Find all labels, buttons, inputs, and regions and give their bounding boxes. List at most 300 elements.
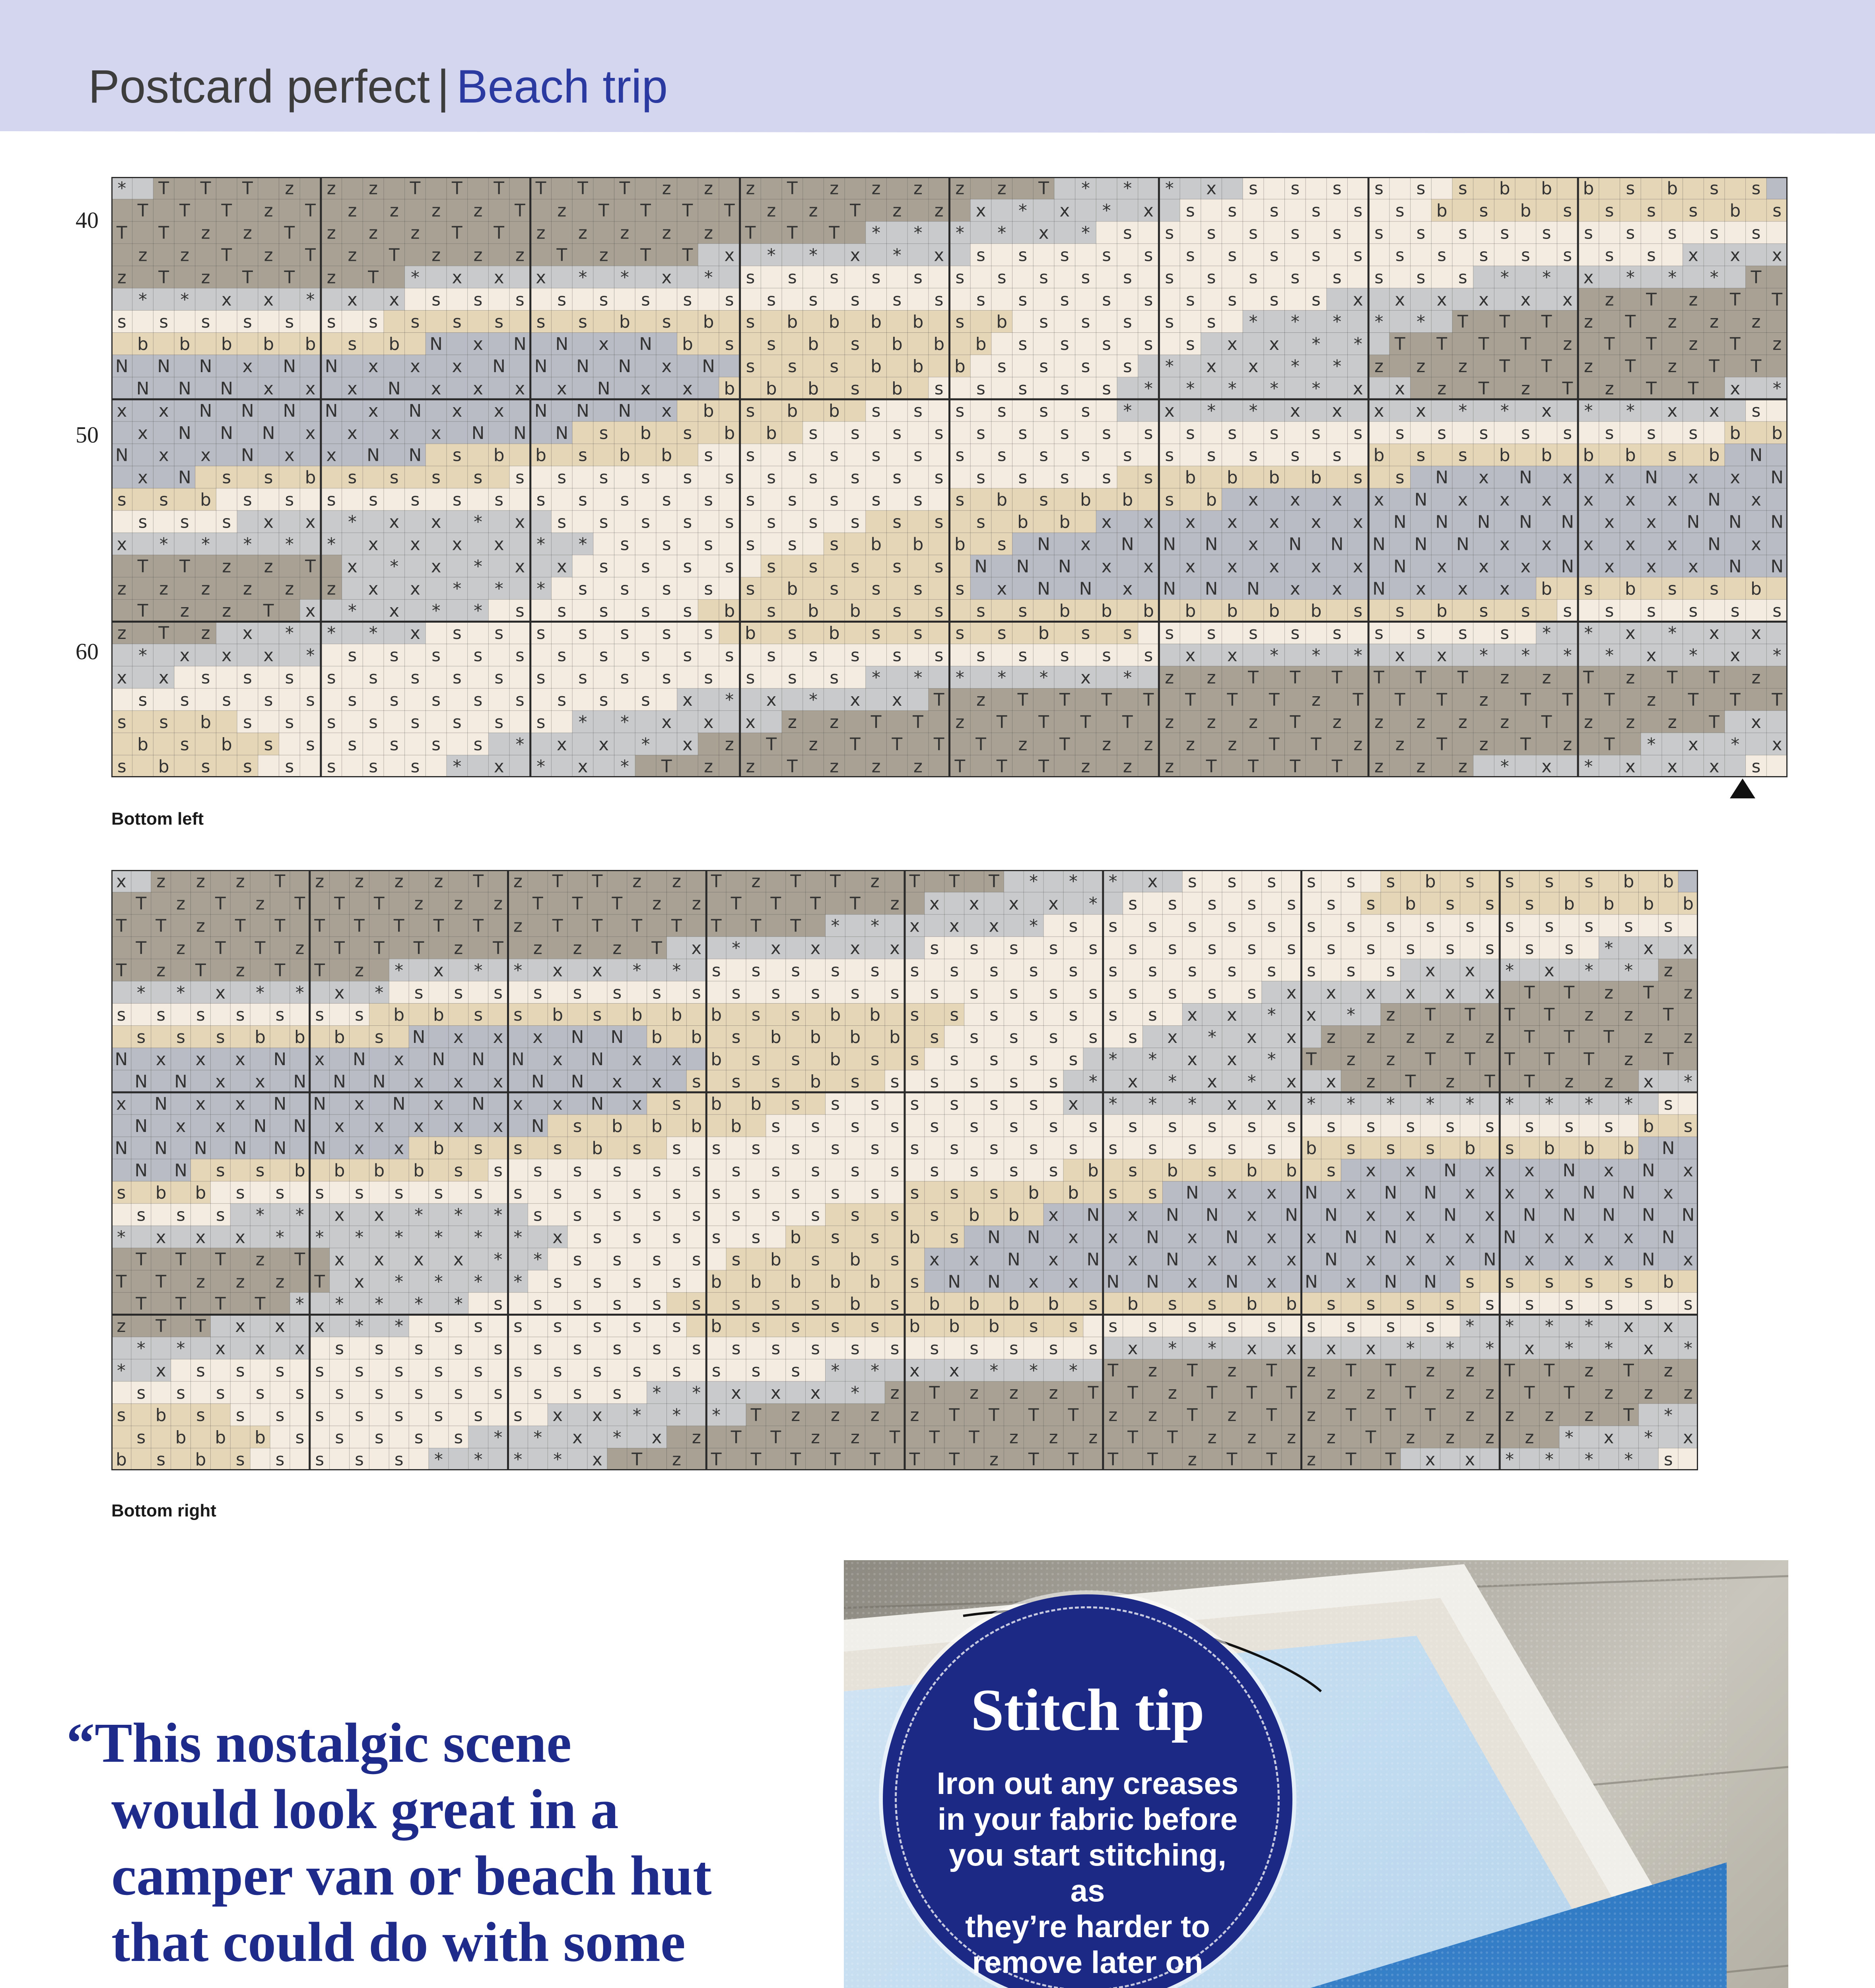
svg-text:s: s [473, 290, 483, 310]
svg-text:s: s [243, 668, 252, 688]
svg-text:*: * [672, 961, 681, 981]
svg-text:*: * [1081, 223, 1090, 243]
svg-text:*: * [955, 223, 964, 243]
svg-text:s: s [1018, 245, 1028, 266]
svg-text:*: * [870, 916, 880, 936]
svg-text:s: s [767, 290, 776, 310]
svg-text:x: x [1187, 1005, 1198, 1025]
svg-text:N: N [134, 1116, 148, 1136]
svg-text:s: s [1049, 983, 1058, 1003]
svg-text:x: x [305, 423, 316, 443]
svg-text:s: s [950, 1005, 959, 1025]
svg-text:*: * [180, 290, 189, 310]
svg-text:s: s [890, 1116, 900, 1136]
svg-text:N: N [253, 1116, 267, 1136]
svg-text:s: s [374, 1027, 384, 1048]
svg-text:s: s [641, 512, 650, 532]
svg-text:s: s [1395, 201, 1405, 221]
svg-text:s: s [970, 1072, 979, 1092]
svg-text:x: x [556, 379, 567, 399]
svg-text:N: N [1205, 534, 1218, 555]
svg-text:T: T [305, 201, 316, 221]
svg-text:x: x [1544, 961, 1554, 981]
svg-text:z: z [787, 712, 797, 732]
svg-text:s: s [934, 379, 944, 399]
svg-text:s: s [1168, 938, 1177, 959]
svg-text:z: z [997, 179, 1006, 199]
svg-text:z: z [871, 179, 881, 199]
svg-text:N: N [1456, 534, 1469, 555]
svg-text:x: x [389, 290, 400, 310]
svg-text:z: z [1458, 712, 1467, 732]
svg-text:z: z [599, 245, 608, 266]
svg-text:s: s [997, 445, 1006, 466]
svg-text:*: * [620, 757, 629, 777]
svg-text:N: N [610, 1027, 624, 1048]
svg-text:s: s [1207, 445, 1216, 466]
svg-text:s: s [1168, 983, 1177, 1003]
svg-text:z: z [117, 579, 126, 599]
svg-text:T: T [274, 916, 286, 936]
svg-text:b: b [711, 1050, 722, 1070]
svg-text:T: T [137, 601, 148, 621]
svg-text:T: T [158, 223, 169, 243]
svg-text:*: * [1228, 379, 1237, 399]
svg-text:b: b [828, 623, 840, 644]
svg-text:s: s [452, 445, 462, 466]
svg-text:x: x [452, 534, 462, 555]
svg-text:T: T [661, 757, 672, 777]
svg-text:*: * [1347, 1005, 1356, 1025]
svg-text:*: * [1710, 268, 1719, 288]
svg-text:s: s [830, 445, 839, 466]
svg-text:s: s [1564, 938, 1574, 959]
svg-text:b: b [787, 401, 798, 421]
svg-text:N: N [513, 334, 527, 355]
svg-text:x: x [724, 245, 735, 266]
svg-text:s: s [1102, 334, 1111, 355]
svg-text:T: T [294, 894, 305, 914]
svg-text:*: * [1416, 312, 1425, 332]
svg-text:T: T [1499, 312, 1510, 332]
svg-text:z: z [295, 938, 305, 959]
svg-text:T: T [619, 179, 630, 199]
svg-text:s: s [870, 1050, 880, 1070]
svg-text:s: s [1168, 894, 1177, 914]
svg-text:T: T [790, 872, 801, 892]
svg-text:b: b [1080, 490, 1091, 510]
svg-text:s: s [1663, 916, 1673, 936]
svg-text:*: * [394, 961, 404, 981]
svg-text:*: * [1165, 357, 1174, 377]
svg-text:*: * [348, 512, 357, 532]
svg-text:b: b [996, 490, 1008, 510]
svg-text:z: z [431, 201, 441, 221]
svg-text:x: x [1625, 534, 1636, 555]
svg-text:s: s [1148, 961, 1157, 981]
svg-text:z: z [1165, 757, 1174, 777]
svg-text:N: N [136, 379, 150, 399]
svg-text:N: N [313, 1094, 326, 1114]
svg-text:s: s [326, 312, 336, 332]
quote-line: that could do with some [111, 1910, 686, 1973]
svg-text:s: s [787, 357, 797, 377]
svg-text:T: T [671, 916, 682, 936]
svg-text:s: s [1564, 1116, 1574, 1136]
svg-text:T: T [810, 894, 821, 914]
svg-text:s: s [851, 423, 860, 443]
svg-text:s: s [672, 1094, 681, 1114]
section-title-sub: Beach trip [456, 60, 668, 113]
svg-text:z: z [704, 223, 713, 243]
svg-text:s: s [1772, 201, 1782, 221]
svg-text:b: b [770, 1027, 781, 1048]
svg-text:x: x [513, 1094, 523, 1114]
svg-text:s: s [771, 983, 781, 1003]
svg-text:s: s [850, 983, 860, 1003]
svg-text:*: * [1208, 1027, 1216, 1048]
svg-text:T: T [1709, 668, 1720, 688]
svg-text:x: x [532, 1027, 543, 1048]
svg-text:s: s [955, 401, 965, 421]
svg-text:x: x [394, 1050, 404, 1070]
svg-text:z: z [830, 712, 839, 732]
svg-text:s: s [1688, 423, 1698, 443]
svg-text:b: b [1667, 179, 1678, 199]
svg-text:s: s [1332, 623, 1342, 644]
svg-text:s: s [811, 1116, 820, 1136]
svg-text:s: s [1751, 223, 1761, 243]
svg-text:T: T [1643, 983, 1654, 1003]
svg-text:s: s [414, 983, 424, 1003]
svg-text:x: x [347, 423, 358, 443]
svg-text:b: b [975, 334, 987, 355]
svg-text:N: N [115, 1050, 128, 1070]
svg-text:x: x [770, 938, 781, 959]
svg-text:b: b [870, 357, 882, 377]
svg-text:*: * [453, 757, 462, 777]
svg-text:s: s [578, 445, 587, 466]
svg-text:z: z [315, 872, 324, 892]
svg-text:z: z [1144, 734, 1153, 755]
svg-text:s: s [1525, 894, 1534, 914]
svg-text:x: x [334, 1116, 345, 1136]
svg-text:T: T [850, 734, 861, 755]
svg-text:x: x [347, 290, 358, 310]
svg-text:x: x [661, 712, 672, 732]
svg-text:T: T [284, 268, 295, 288]
svg-text:*: * [1186, 379, 1195, 399]
svg-text:x: x [394, 1138, 404, 1159]
svg-text:x: x [1353, 557, 1363, 577]
svg-text:T: T [1017, 690, 1028, 710]
svg-text:x: x [368, 357, 379, 377]
svg-text:s: s [970, 938, 979, 959]
svg-text:s: s [725, 468, 734, 488]
svg-text:*: * [474, 601, 482, 621]
svg-text:b: b [433, 1138, 444, 1159]
svg-text:s: s [557, 468, 567, 488]
svg-text:s: s [454, 1161, 463, 1181]
svg-text:T: T [1436, 734, 1447, 755]
svg-text:x: x [410, 534, 420, 555]
svg-text:x: x [389, 512, 400, 532]
svg-text:T: T [1101, 690, 1112, 710]
svg-text:s: s [1081, 357, 1090, 377]
svg-text:N: N [1121, 534, 1134, 555]
svg-text:N: N [576, 401, 589, 421]
svg-text:z: z [692, 894, 701, 914]
svg-text:x: x [1499, 579, 1510, 599]
svg-text:s: s [830, 534, 839, 555]
svg-text:s: s [136, 1027, 146, 1048]
svg-text:s: s [1123, 445, 1132, 466]
svg-text:x: x [263, 379, 274, 399]
svg-text:s: s [452, 668, 462, 688]
svg-text:b: b [787, 312, 798, 332]
quote-line [111, 1975, 813, 1988]
svg-text:x: x [494, 401, 504, 421]
svg-text:s: s [1102, 379, 1111, 399]
svg-text:s: s [913, 401, 923, 421]
svg-text:z: z [913, 757, 923, 777]
svg-text:z: z [1564, 1072, 1574, 1092]
svg-text:s: s [117, 1005, 126, 1025]
svg-text:N: N [199, 357, 212, 377]
svg-text:s: s [1009, 1027, 1018, 1048]
svg-text:T: T [1499, 357, 1510, 377]
svg-text:T: T [640, 245, 651, 266]
svg-text:s: s [725, 512, 734, 532]
svg-text:x: x [1751, 534, 1761, 555]
quote-line: would look great in a [111, 1778, 619, 1840]
svg-text:T: T [1374, 668, 1384, 688]
svg-text:x: x [284, 445, 295, 466]
svg-text:s: s [1249, 445, 1258, 466]
svg-text:*: * [1584, 757, 1593, 777]
svg-text:T: T [314, 916, 325, 936]
svg-text:s: s [1102, 646, 1111, 666]
svg-text:s: s [1029, 1005, 1038, 1025]
svg-text:s: s [1102, 468, 1111, 488]
svg-text:x: x [1730, 468, 1741, 488]
svg-text:s: s [751, 1050, 761, 1070]
svg-text:s: s [1406, 938, 1415, 959]
svg-text:s: s [910, 961, 919, 981]
svg-text:z: z [494, 894, 503, 914]
svg-text:*: * [1542, 268, 1551, 288]
svg-text:z: z [662, 179, 671, 199]
svg-text:*: * [474, 961, 483, 981]
svg-text:T: T [682, 201, 693, 221]
svg-text:b: b [810, 1072, 821, 1092]
svg-text:b: b [849, 1027, 861, 1048]
svg-text:s: s [1128, 1027, 1137, 1048]
svg-text:N: N [134, 1161, 148, 1181]
svg-text:T: T [1751, 357, 1762, 377]
svg-text:s: s [452, 490, 462, 510]
svg-text:*: * [1689, 646, 1698, 666]
svg-text:s: s [731, 1072, 741, 1092]
svg-text:N: N [534, 401, 548, 421]
svg-text:x: x [1667, 401, 1678, 421]
svg-text:s: s [1563, 201, 1572, 221]
svg-text:*: * [1584, 961, 1593, 981]
svg-text:N: N [1372, 534, 1385, 555]
svg-text:b: b [1541, 579, 1552, 599]
svg-text:s: s [704, 668, 713, 688]
svg-text:s: s [533, 983, 542, 1003]
svg-text:*: * [474, 557, 482, 577]
svg-text:N: N [974, 557, 987, 577]
svg-text:z: z [808, 734, 818, 755]
svg-text:T: T [552, 872, 563, 892]
svg-text:s: s [711, 1138, 721, 1159]
svg-text:s: s [1069, 1005, 1078, 1025]
svg-text:b: b [294, 1027, 305, 1048]
svg-text:s: s [1353, 201, 1363, 221]
svg-text:s: s [1710, 223, 1719, 243]
svg-text:*: * [1029, 872, 1038, 892]
svg-text:b: b [808, 334, 819, 355]
svg-text:*: * [369, 623, 378, 644]
svg-text:s: s [1751, 757, 1761, 777]
svg-text:z: z [1406, 1027, 1415, 1048]
svg-text:b: b [651, 1027, 663, 1048]
svg-text:x: x [1164, 401, 1175, 421]
svg-text:s: s [1563, 245, 1572, 266]
svg-text:z: z [533, 938, 542, 959]
svg-text:*: * [1624, 961, 1633, 981]
svg-text:b: b [1310, 468, 1322, 488]
svg-text:x: x [453, 1072, 464, 1092]
svg-text:s: s [1049, 1027, 1058, 1048]
svg-text:x: x [1683, 938, 1693, 959]
svg-text:s: s [117, 490, 126, 510]
svg-text:s: s [515, 468, 525, 488]
svg-text:s: s [955, 490, 965, 510]
svg-text:x: x [1248, 490, 1259, 510]
svg-text:z: z [156, 872, 166, 892]
svg-text:s: s [997, 534, 1006, 555]
svg-text:s: s [1563, 423, 1572, 443]
svg-text:N: N [555, 423, 569, 443]
svg-text:s: s [1426, 916, 1435, 936]
svg-text:s: s [1060, 245, 1069, 266]
svg-text:x: x [1306, 1005, 1317, 1025]
svg-text:z: z [890, 894, 900, 914]
svg-text:x: x [1374, 490, 1384, 510]
svg-text:s: s [536, 312, 546, 332]
svg-text:*: * [1354, 334, 1362, 355]
svg-text:z: z [1416, 357, 1426, 377]
svg-text:T: T [354, 916, 365, 936]
svg-text:s: s [1366, 894, 1376, 914]
svg-text:*: * [295, 983, 304, 1003]
svg-text:s: s [620, 490, 630, 510]
svg-text:z: z [1165, 668, 1174, 688]
svg-text:N: N [324, 401, 338, 421]
svg-text:x: x [242, 623, 253, 644]
svg-text:s: s [216, 1161, 225, 1181]
svg-text:s: s [1307, 961, 1316, 981]
svg-text:s: s [1029, 1094, 1038, 1114]
svg-text:s: s [515, 290, 525, 310]
svg-text:N: N [472, 1094, 485, 1114]
svg-text:T: T [1436, 334, 1447, 355]
svg-text:s: s [830, 490, 839, 510]
svg-text:s: s [662, 534, 671, 555]
svg-text:s: s [1088, 1027, 1098, 1048]
svg-text:s: s [751, 1138, 761, 1159]
stitch-grid [111, 177, 1788, 777]
svg-text:z: z [1123, 757, 1132, 777]
svg-text:b: b [305, 334, 316, 355]
svg-text:s: s [892, 557, 902, 577]
row-label-50: 50 [76, 422, 99, 448]
svg-text:s: s [138, 512, 148, 532]
svg-text:b: b [619, 312, 630, 332]
svg-text:s: s [355, 1005, 364, 1025]
svg-text:s: s [725, 334, 734, 355]
svg-text:x: x [215, 1072, 226, 1092]
svg-text:s: s [1207, 938, 1217, 959]
svg-text:s: s [1584, 872, 1594, 892]
svg-text:s: s [711, 961, 721, 981]
svg-text:z: z [1416, 757, 1426, 777]
svg-text:s: s [1165, 445, 1174, 466]
svg-text:b: b [808, 601, 819, 621]
svg-text:T: T [1425, 1050, 1436, 1070]
svg-text:z: z [201, 623, 210, 644]
svg-text:x: x [1311, 557, 1321, 577]
svg-text:T: T [535, 179, 546, 199]
svg-text:z: z [1605, 290, 1614, 310]
svg-text:s: s [1207, 983, 1217, 1003]
svg-text:s: s [452, 312, 462, 332]
svg-text:T: T [274, 872, 286, 892]
svg-text:s: s [1626, 223, 1635, 243]
svg-text:x: x [1499, 534, 1510, 555]
svg-text:s: s [1267, 916, 1277, 936]
svg-text:s: s [950, 1050, 959, 1070]
svg-text:s: s [159, 490, 169, 510]
svg-text:T: T [1544, 1005, 1555, 1025]
svg-text:z: z [1683, 983, 1693, 1003]
svg-text:s: s [1009, 983, 1018, 1003]
svg-text:s: s [989, 1050, 999, 1070]
svg-text:T: T [1604, 690, 1615, 710]
svg-text:T: T [179, 557, 190, 577]
svg-text:s: s [431, 646, 441, 666]
svg-text:x: x [1643, 938, 1654, 959]
svg-text:s: s [934, 512, 944, 532]
svg-text:T: T [158, 179, 169, 199]
svg-text:s: s [573, 1161, 582, 1181]
svg-text:s: s [955, 579, 965, 599]
svg-text:b: b [1464, 1138, 1476, 1159]
svg-text:s: s [850, 1116, 860, 1136]
svg-text:s: s [1123, 623, 1132, 644]
svg-text:s: s [578, 579, 587, 599]
svg-text:T: T [1465, 1050, 1475, 1070]
svg-text:s: s [989, 1138, 999, 1159]
svg-text:T: T [612, 894, 623, 914]
svg-text:T: T [651, 938, 662, 959]
svg-text:s: s [1207, 623, 1216, 644]
svg-text:x: x [975, 201, 986, 221]
svg-text:s: s [1500, 223, 1510, 243]
